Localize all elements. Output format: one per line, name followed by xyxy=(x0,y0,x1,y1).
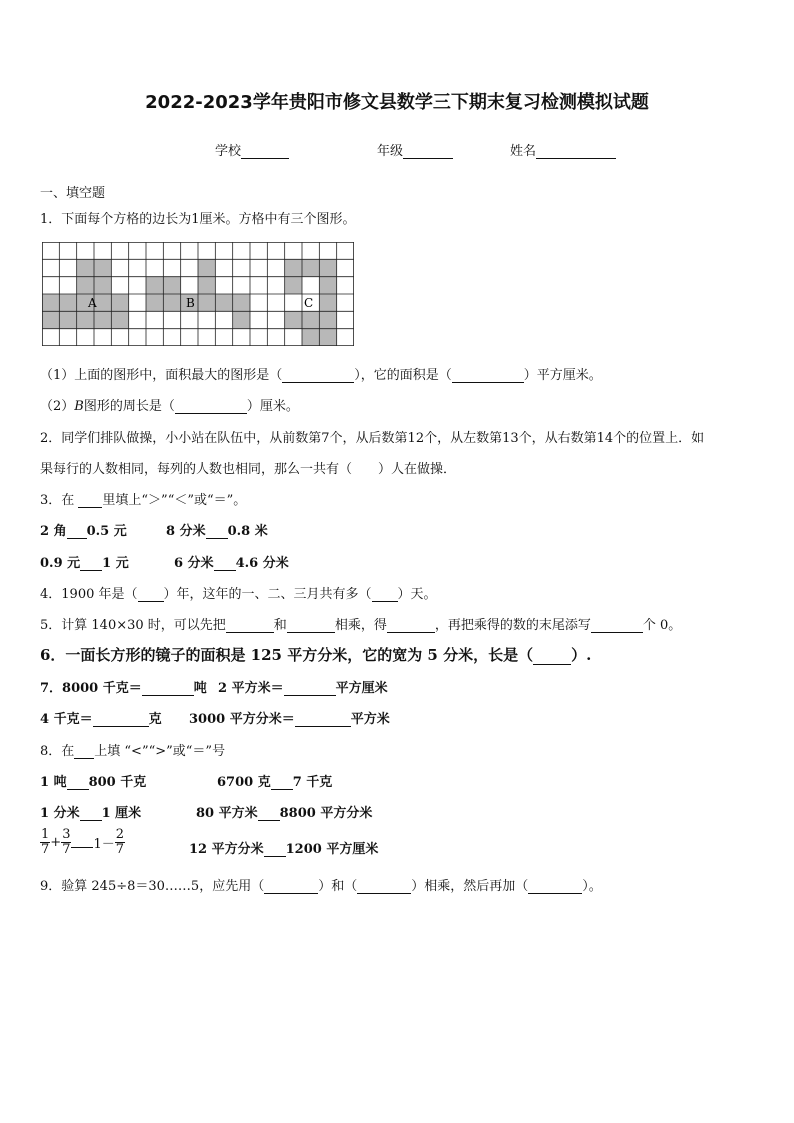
frac1-den: 7 xyxy=(41,842,50,857)
q8-fraction-row xyxy=(40,828,125,857)
fraction-3-7 xyxy=(61,828,71,857)
q4-text-a: 4．1900 年是（ xyxy=(40,587,138,602)
q9-text-d: ）。 xyxy=(582,879,602,894)
q4-text-c: ）天。 xyxy=(397,587,437,602)
q5 xyxy=(40,614,681,633)
q8-row3-right xyxy=(189,838,378,857)
q1-sub1 xyxy=(40,364,602,383)
q5-blank-1[interactable] xyxy=(226,620,274,633)
frac3-den: 7 xyxy=(115,842,125,857)
label-b: B xyxy=(186,296,195,310)
q4-blank-2[interactable] xyxy=(372,589,398,602)
q4 xyxy=(40,583,437,602)
q7-row2-right xyxy=(189,708,390,727)
q8-r2b-left: 80 平方米 xyxy=(196,806,258,821)
page-title: 2022-2023学年贵阳市修文县数学三下期末复习检测模拟试题 xyxy=(145,92,649,113)
q9-blank-3[interactable] xyxy=(528,881,582,894)
q8-r2a-right: 1 厘米 xyxy=(101,806,142,821)
q4-blank-1[interactable] xyxy=(138,589,164,602)
q3-r2b-right: 4.6 分米 xyxy=(235,556,289,571)
q3-r2b-blank[interactable] xyxy=(214,558,236,571)
q8-r2a-blank[interactable] xyxy=(80,808,102,821)
q3-r1a-right: 0.5 元 xyxy=(86,524,127,539)
q7-row2-left xyxy=(40,708,162,727)
q3-row2-right xyxy=(174,552,289,571)
q5-text-e: 个 0。 xyxy=(642,618,682,633)
q1-sub2-b-letter: B xyxy=(74,399,84,414)
q7-row1-right xyxy=(218,677,388,696)
q3-r2b-left: 6 分米 xyxy=(174,556,214,571)
q5-blank-3[interactable] xyxy=(387,620,435,633)
frac2-num: 3 xyxy=(62,827,71,842)
frac3-num: 2 xyxy=(115,827,125,842)
q1-sub1-blank-2[interactable] xyxy=(452,370,524,383)
name-field xyxy=(510,140,616,159)
q8-stem-blank xyxy=(74,746,94,759)
q9-text-c: ）相乘，然后再加（ xyxy=(411,879,529,894)
school-label: 学校 xyxy=(215,144,242,159)
q3-r2a-left: 0.9 元 xyxy=(40,556,81,571)
q8-r1a-left: 1 吨 xyxy=(40,775,67,790)
q7-r2a-right: 克 xyxy=(148,712,162,727)
q5-text-b: 和 xyxy=(273,618,287,633)
q8-r1a-right: 800 千克 xyxy=(88,775,147,790)
q1-sub2-text-c: 图形的周长是（ xyxy=(83,399,175,414)
q1-grid-figure xyxy=(42,242,354,346)
q8-r1b-left: 6700 克 xyxy=(217,775,271,790)
q4-text-b: ）年，这年的一、二、三月共有多（ xyxy=(163,587,372,602)
fraction-2-7 xyxy=(115,828,125,857)
fraction-1-7 xyxy=(40,828,50,857)
q3-stem-b: 里填上“＞”“＜”或“＝”。 xyxy=(102,493,247,508)
q8-r3b-left: 12 平方分米 xyxy=(189,842,264,857)
q8-row1-left xyxy=(40,771,146,790)
name-label: 姓名 xyxy=(510,144,537,159)
q5-text-a: 5．计算 140×30 时，可以先把 xyxy=(40,618,226,633)
q3-r1b-left: 8 分米 xyxy=(166,524,206,539)
q3-stem-a: 3．在 xyxy=(40,493,79,508)
q8-r3a-blank[interactable] xyxy=(71,837,93,848)
section-heading: 一、填空题 xyxy=(40,186,106,201)
q3-row1-right xyxy=(166,520,268,539)
q5-text-c: 相乘，得 xyxy=(334,618,387,633)
name-blank[interactable] xyxy=(536,144,616,159)
school-blank[interactable] xyxy=(241,144,289,159)
q3-row2-left xyxy=(40,552,129,571)
q6 xyxy=(40,644,591,665)
frac1-num: 1 xyxy=(41,827,50,842)
q9-blank-2[interactable] xyxy=(357,881,411,894)
q8-stem-a: 8．在 xyxy=(40,744,75,759)
q8-r1b-right: 7 千克 xyxy=(292,775,333,790)
q6-blank[interactable] xyxy=(533,650,571,665)
q9-text-b: ）和（ xyxy=(318,879,358,894)
q7-r2a-blank[interactable] xyxy=(93,714,149,727)
q1-sub1-text-b: ），它的面积是（ xyxy=(354,368,452,383)
q9-text-a: 9．验算 245÷8＝30……5，应先用（ xyxy=(40,879,265,894)
q7-r1a-right: 吨 xyxy=(193,681,207,696)
q8-r3b-blank[interactable] xyxy=(264,844,286,857)
q7-r1a-left: 7．8000 千克＝ xyxy=(40,681,142,696)
q8-row2-left xyxy=(40,802,141,821)
one-minus: 1－ xyxy=(93,837,115,852)
q1-sub1-text-a: （1）上面的图形中，面积最大的图形是（ xyxy=(40,368,283,383)
q8-r2a-left: 1 分米 xyxy=(40,806,80,821)
label-a: A xyxy=(88,296,97,310)
q8-row2-right xyxy=(196,802,372,821)
q6-text-b: ）. xyxy=(571,646,592,664)
q1-sub2 xyxy=(40,395,299,414)
q7-r2b-blank[interactable] xyxy=(295,714,351,727)
q5-text-d: ，再把乘得的数的末尾添写 xyxy=(434,618,591,633)
school-field xyxy=(215,140,289,159)
q2-line-2: 果每行的人数相同，每列的人数也相同，那么一共有（ ）人在做操． xyxy=(40,462,457,477)
q1-sub2-text-d: ）厘米。 xyxy=(246,399,299,414)
q2-line-1: 2．同学们排队做操，小小站在队伍中，从前数第7个，从后数第12个，从左数第13个，从右数第14个的位置上．如 xyxy=(40,431,705,446)
q1-sub1-blank-1[interactable] xyxy=(282,370,354,383)
q8-row1-right xyxy=(217,771,332,790)
q8-stem-b: 上填 “<”“>”或“＝”号 xyxy=(94,744,226,759)
q3-r1a-left: 2 角 xyxy=(40,524,67,539)
q7-r1b-right: 平方厘米 xyxy=(335,681,388,696)
q8-r1a-blank[interactable] xyxy=(67,777,89,790)
label-c: C xyxy=(304,296,314,310)
q1-sub2-blank[interactable] xyxy=(175,401,247,414)
q3-stem-blank xyxy=(78,495,102,508)
q3-r2a-right: 1 元 xyxy=(102,556,129,571)
plus-sign: + xyxy=(50,835,62,850)
q3-stem xyxy=(40,489,246,508)
q8-r2b-right: 8800 平方分米 xyxy=(279,806,373,821)
q7-r1a-blank[interactable] xyxy=(142,683,194,696)
q8-r3b-right: 1200 平方厘米 xyxy=(285,842,379,857)
q7-r1b-left: 2 平方米＝ xyxy=(218,681,284,696)
frac2-den: 7 xyxy=(62,842,71,857)
grade-label: 年级 xyxy=(377,144,404,159)
q8-r1b-blank[interactable] xyxy=(271,777,293,790)
q7-r2b-right: 平方米 xyxy=(350,712,390,727)
q7-r2a-left: 4 千克＝ xyxy=(40,712,93,727)
q5-blank-4[interactable] xyxy=(591,620,643,633)
q8-stem xyxy=(40,740,225,759)
q9 xyxy=(40,875,602,894)
q7-r1b-blank[interactable] xyxy=(284,683,336,696)
q3-r1b-blank[interactable] xyxy=(206,526,228,539)
q5-blank-2[interactable] xyxy=(287,620,335,633)
q3-r2a-blank[interactable] xyxy=(80,558,102,571)
grade-blank[interactable] xyxy=(403,144,453,159)
q7-row1-left xyxy=(40,677,207,696)
q6-text-a: 6．一面长方形的镜子的面积是 125 平方分米，它的宽为 5 分米，长是（ xyxy=(40,646,534,664)
q7-r2b-left: 3000 平方分米＝ xyxy=(189,712,295,727)
q1-sub2-text-a: （2） xyxy=(40,399,75,414)
q1-sub1-text-c: ）平方厘米。 xyxy=(523,368,602,383)
grade-field xyxy=(377,140,453,159)
q9-blank-1[interactable] xyxy=(264,881,318,894)
q3-row1-left xyxy=(40,520,127,539)
q8-r2b-blank[interactable] xyxy=(258,808,280,821)
q3-r1b-right: 0.8 米 xyxy=(227,524,268,539)
q3-r1a-blank[interactable] xyxy=(67,526,87,539)
q1-stem: 1．下面每个方格的边长为1厘米。方格中有三个图形。 xyxy=(40,212,356,227)
